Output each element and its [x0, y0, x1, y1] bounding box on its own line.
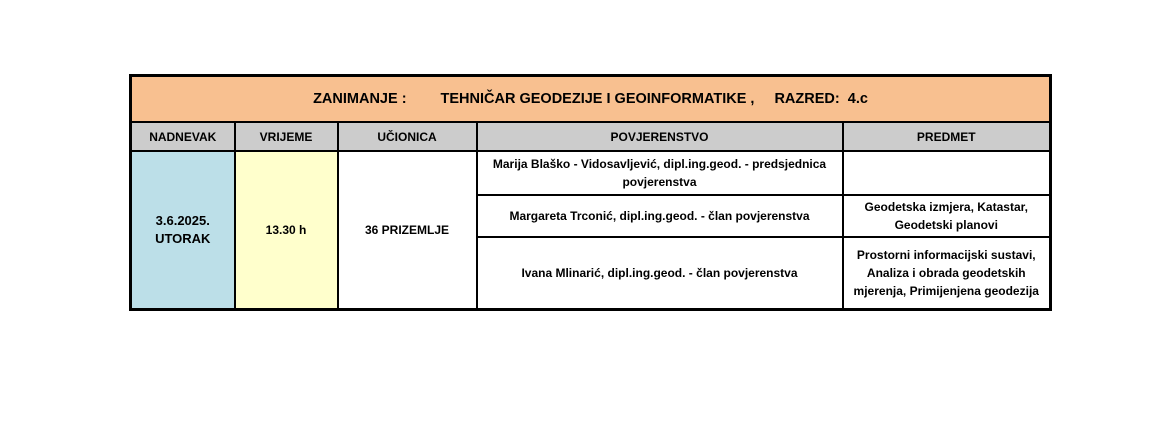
- committee-member-3: Ivana Mlinarić, dipl.ing.geod. - član povjerenstva: [477, 237, 843, 310]
- header-date: NADNEVAK: [131, 122, 235, 151]
- committee-member-2: Margareta Trconić, dipl.ing.geod. - član povjerenstva: [477, 195, 843, 237]
- exam-room: 36 PRIZEMLJE: [338, 151, 477, 310]
- header-time: VRIJEME: [235, 122, 338, 151]
- committee-member-chair: Marija Blaško - Vidosavljević, dipl.ing.geod. - predsjednica povjerenstva: [477, 151, 843, 195]
- class-label: RAZRED:: [774, 91, 840, 107]
- header-room: UČIONICA: [338, 122, 477, 151]
- committee-subject-2: Geodetska izmjera, Katastar, Geodetski planovi: [843, 195, 1051, 237]
- exam-date-cell: [131, 151, 235, 310]
- header-committee: POVJERENSTVO: [477, 122, 843, 151]
- exam-time: 13.30 h: [235, 151, 338, 310]
- class-value: 4.c: [847, 91, 868, 107]
- exam-schedule-table: [129, 74, 1052, 311]
- exam-date: 3.6.2025.: [155, 213, 210, 228]
- occupation-name: TEHNIČAR GEODEZIJE I GEOINFORMATIKE ,: [440, 91, 755, 107]
- occupation-label: ZANIMANJE :: [313, 91, 407, 107]
- committee-subject-chair: [843, 151, 1051, 195]
- committee-subject-3: Prostorni informacijski sustavi, Analiza i obrada geodetskih mjerenja, Primijenjena geodezija: [843, 237, 1051, 310]
- table-title: [131, 76, 1051, 123]
- exam-day: UTORAK: [155, 231, 211, 246]
- header-subject: PREDMET: [843, 122, 1051, 151]
